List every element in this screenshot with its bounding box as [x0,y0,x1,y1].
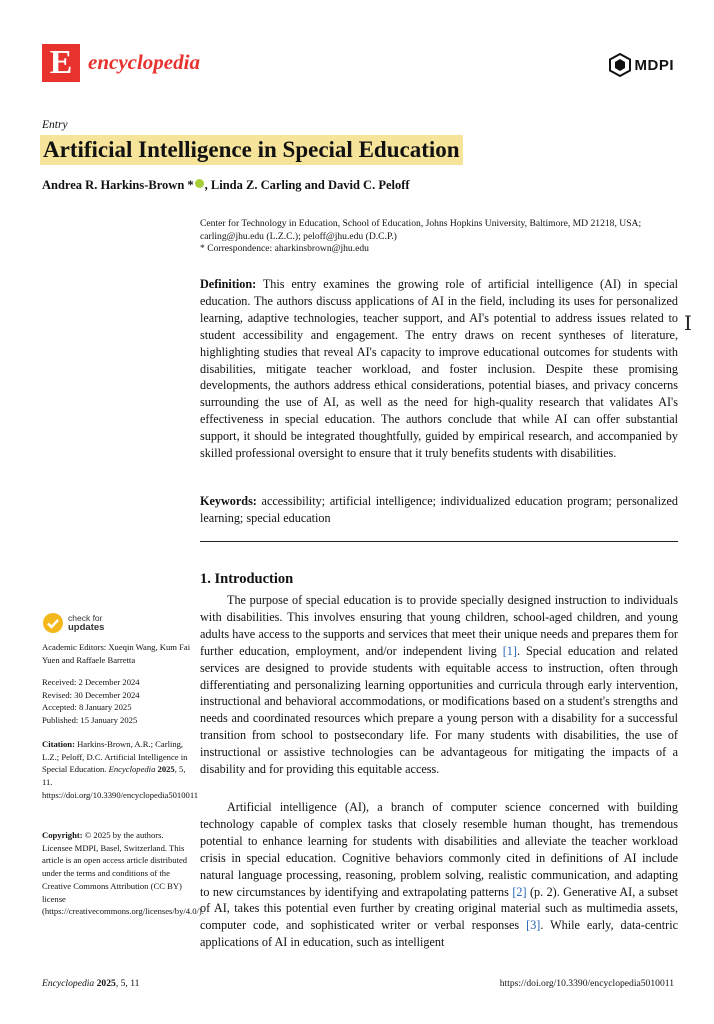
author-others[interactable]: , Linda Z. Carling and David C. Peloff [204,178,410,192]
text-cursor-icon: I [684,311,692,335]
publisher-name: MDPI [634,56,674,74]
journal-name[interactable]: encyclopedia [88,50,200,74]
citation-text: Harkins-Brown, A.R.; Carling, L.Z.; Peloff, D.C. Artificial Intelligence in Special Education. [42,739,188,775]
author-list [42,178,410,193]
keywords-text: accessibility; artificial intelligence; individualized education program; personalized learning; special education [200,494,678,525]
revised-date: Revised: 30 December 2024 [42,689,140,700]
mdpi-hexagon-icon [607,52,633,78]
affiliation-block [200,218,680,256]
article-type: Entry [42,119,68,131]
paragraph-text: The purpose of special education is to provide specially designed instruction to individuals with disabilities. This involves ensuring that young children, school-aged children, and young adults have access to the supports and services that meet their unique needs and prepares them for further education, employment, and/or independent living [200,593,678,658]
footer-citation [42,978,139,989]
accepted-date: Accepted: 8 January 2025 [42,702,132,713]
copyright-block [42,829,204,918]
citation-link-2[interactable]: [2] [512,884,527,899]
logo-letter: E [49,44,73,81]
keywords [200,493,678,527]
publisher-logo[interactable] [607,52,675,78]
article-title: Artificial Intelligence in Special Education [40,135,463,165]
paragraph-text: . Special education and related services are designed to provide students with equitable access to instruction, often through differentiating and personalizing learning opportunities and curricula through early intervention, instructional and behavioral accommodations, or modifications based on a student's strengths and needs and coordinated resources which prepare a young person with a disability for a successful transition from school to postsecondary life. For many students with disabilities, the use of instructional or assistive technologies can be advantageous for mitigating the impacts of a disability and for providing this equitable access. [200,643,678,777]
citation-label: Citation: [42,739,75,749]
author-primary[interactable]: Andrea R. Harkins-Brown * [42,178,194,192]
section-heading: 1. Introduction [200,571,294,587]
citation-link-3[interactable]: [3] [526,918,541,933]
body-paragraph-2 [200,799,678,951]
abstract-label: Definition: [200,277,257,291]
journal-logo[interactable] [42,44,80,82]
body-paragraph-1 [200,592,678,778]
keywords-label: Keywords: [200,494,257,508]
check-for-updates-badge[interactable] [42,612,104,634]
abstract-text: This entry examines the growing role of artificial intelligence (AI) in special education. The authors discuss applications of AI in the field, including its uses for personalized learning, adaptive technologies, teacher support, and AI's potential to address issues related to student accessibility and engagement. The entry draws on recent syntheses of literature, highlighting studies that reveal AI's capacity to improve educational outcomes for students with disabilities, mitigate teacher workload, and foster inclusion. Despite these promising developments, the authors address ethical considerations, potential biases, and privacy concerns surrounding the use of AI, as well as the need for high-quality research that validates AI's effectiveness in special education. The authors conclude that while AI can offer substantial support, it should be integrated thoughtfully, guided by empirical research, and accompanied by skilled professional oversight to ensure that it truly benefits students with disabilities. [200,277,678,461]
copyright-text: © 2025 by the authors. Licensee MDPI, Basel, Switzerland. This article is an open access article distributed under the terms and conditions of the Creative Commons Attribution (CC BY) license (https://creativecommons.org/licenses/by/4.0/). [42,830,204,917]
copyright-label: Copyright: [42,830,83,840]
footer-year: 2025 [94,978,116,989]
footer-volume: , 5, 11 [115,978,140,989]
paragraph-text: . While early, data-centric applications of AI in education, such as intelligent [200,918,678,950]
paragraph-text: (p. 2). Generative AI, a subset of AI, takes this potential even further by creating original material such as multimedia assets, computer code, and sophisticated writer or verbal responses [200,884,679,933]
footer-doi[interactable]: https://doi.org/10.3390/encyclopedia5010011 [499,978,674,989]
academic-editors: Academic Editors: Xueqin Wang, Kum Fai Yuen and Raffaele Barretta [42,642,191,665]
received-date: Received: 2 December 2024 [42,677,140,687]
correspondence: * Correspondence: aharkinsbrown@jhu.edu [200,243,369,254]
updates-line1: check for [68,612,103,623]
citation-volume[interactable]: , 5, 11. https://doi.org/10.3390/encyclopedia5010011 [42,764,199,800]
footer-journal: Encyclopedia [42,978,95,989]
affiliation: Center for Technology in Education, School of Education, Johns Hopkins University, Baltimore, MD 21218, USA; carling@jhu.edu (L.Z.C.); peloff@jhu.edu (D.C.P.) [200,218,642,242]
citation-block [42,738,199,802]
abstract [200,276,678,462]
section-divider [200,541,678,542]
citation-year: 2025 [155,764,175,775]
citation-link-1[interactable]: [1] [502,643,517,658]
updates-line2: updates [68,622,105,633]
check-updates-icon [42,612,64,634]
citation-journal: Encyclopedia [108,764,156,775]
updates-label [68,614,104,633]
published-date: Published: 15 January 2025 [42,715,138,726]
paragraph-text: Artificial intelligence (AI), a branch of computer science concerned with building technology capable of complex tasks that closely resemble human thought, has tremendous potential to enhance learning for students with disabilities and alleviate the teacher workload crisis in special education. Cognitive behaviors commonly cited in definitions of AI include natural language processing, reasoning, problem solving, realistic communication, and adapting to new circumstances by identifying and extrapolating patterns [200,800,678,899]
orcid-icon[interactable] [195,179,204,188]
dates-block [42,676,192,727]
